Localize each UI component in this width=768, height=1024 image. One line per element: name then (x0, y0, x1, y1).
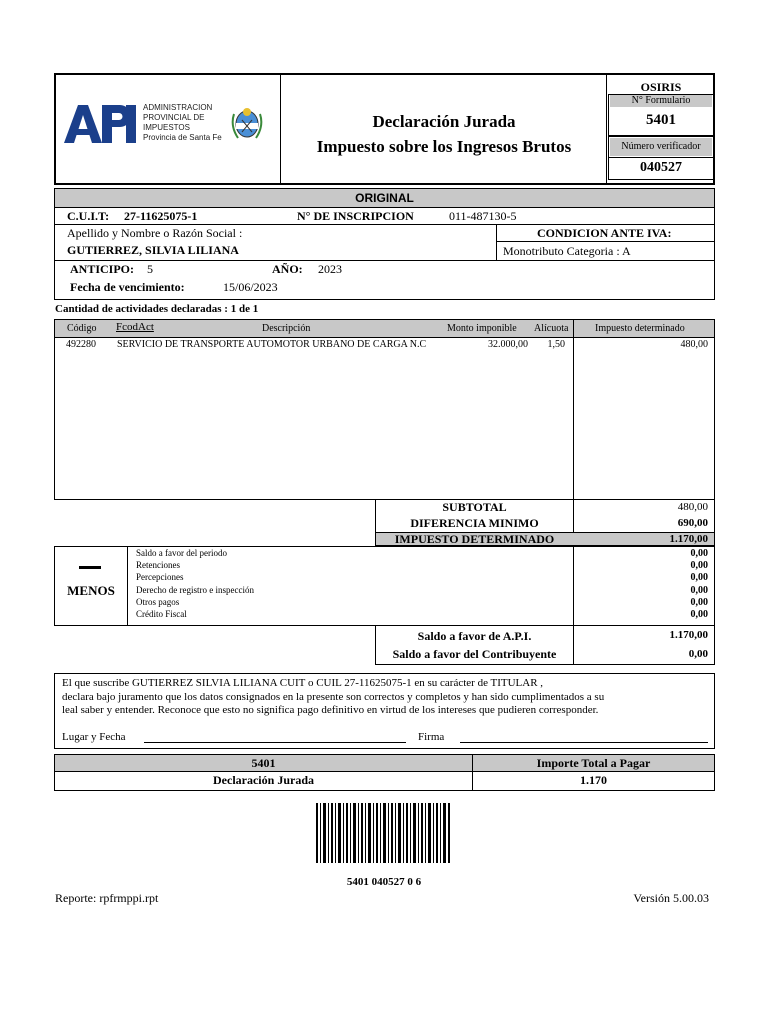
contrib-balance-label: Saldo a favor del Contribuyente (392, 647, 557, 661)
iva-value: Monotributo Categoria : A (503, 244, 631, 258)
deduction-label: Crédito Fiscal (136, 609, 187, 619)
name-label: Apellido y Nombre o Razón Social : (67, 226, 243, 240)
cuit-label: C.U.I.T: (67, 209, 110, 223)
api-balance-value: 1.170,00 (669, 629, 708, 641)
deduction-value: 0,00 (690, 572, 708, 583)
form-number-label: N° Formulario (610, 95, 712, 107)
signature-label: Firma (418, 731, 445, 743)
year-label: AÑO: (272, 262, 303, 276)
deduction-value: 0,00 (690, 585, 708, 596)
org-name (143, 103, 222, 143)
row-taxable: 32.000,00 (488, 339, 528, 350)
col-tax: Impuesto determinado (595, 323, 685, 334)
inscription-label: N° DE INSCRIPCION (297, 209, 414, 223)
footer-total: 1.170 (580, 773, 607, 787)
declaration-line-3: leal saber y entender. Reconoce que esto no significa pago definitivo en virtud de los intereses que pudieren corresponder. (62, 704, 599, 716)
anticipo-label: ANTICIPO: (70, 262, 135, 276)
verifier-label: Número verificador (610, 138, 712, 156)
col-code: Código (67, 323, 97, 334)
barcode (316, 803, 450, 863)
contrib-balance-value: 0,00 (688, 648, 708, 660)
form-subtitle: Impuesto sobre los Ingresos Brutos (316, 137, 572, 156)
minus-icon (79, 566, 101, 569)
signature-line (460, 742, 708, 743)
footer-form: 5401 (251, 756, 276, 770)
api-logo (62, 99, 140, 147)
org-line-4: Provincia de Santa Fe (143, 133, 222, 142)
api-balance-label: Saldo a favor de A.P.I. (417, 629, 532, 643)
subtotal-label: SUBTOTAL (442, 500, 507, 514)
iva-label: CONDICION ANTE IVA: (537, 226, 672, 240)
verifier-number: 040527 (640, 160, 682, 175)
col-taxable: Monto imponible (447, 323, 517, 334)
deduction-label: Percepciones (136, 572, 184, 582)
deduction-value: 0,00 (690, 597, 708, 608)
system-name: OSIRIS (640, 80, 682, 94)
col-fcodact: FcodAct (116, 321, 154, 333)
year-value: 2023 (318, 262, 342, 276)
minus-label: MENOS (67, 583, 115, 598)
anticipo-value: 5 (147, 262, 153, 276)
deduction-label: Retenciones (136, 560, 180, 570)
due-date: 15/06/2023 (223, 280, 278, 294)
footer-type: Declaración Jurada (213, 773, 314, 787)
taxpayer-name: GUTIERREZ, SILVIA LILIANA (67, 243, 239, 257)
declaration-line-2: declara bajo juramento que los datos consignados en la presente son correctos y completos y han sido cumplimentados a su (62, 691, 605, 703)
deduction-label: Derecho de registro e inspección (136, 585, 254, 595)
deduction-value: 0,00 (690, 560, 708, 571)
determined-value: 1.170,00 (669, 533, 708, 545)
inscription-value: 011-487130-5 (449, 209, 517, 223)
deduction-value: 0,00 (690, 609, 708, 620)
activities-count: Cantidad de actividades declaradas : 1 de 1 (55, 303, 259, 315)
form-title: Declaración Jurada (372, 112, 516, 131)
barcode-text: 5401 040527 0 6 (346, 876, 422, 888)
org-line-1: ADMINISTRACION (143, 103, 213, 112)
footer-total-label: Importe Total a Pagar (536, 756, 651, 770)
col-rate: Alícuota (534, 323, 569, 334)
row-tax: 480,00 (680, 339, 708, 350)
declaration-line-1: El que suscribe GUTIERREZ SILVIA LILIANA CUIT o CUIL 27-11625075-1 en su carácter de TITULAR , (62, 677, 544, 689)
row-description: SERVICIO DE TRANSPORTE AUTOMOTOR URBANO DE CARGA N.C (117, 339, 427, 350)
due-label: Fecha de vencimiento: (70, 280, 185, 294)
place-date-line (144, 742, 406, 743)
copy-label: ORIGINAL (55, 189, 714, 207)
row-code: 492280 (66, 339, 96, 350)
min-diff-label: DIFERENCIA MINIMO (410, 516, 539, 530)
deduction-value: 0,00 (690, 548, 708, 559)
form-number: 5401 (646, 112, 676, 128)
min-diff-value: 690,00 (677, 517, 708, 529)
report-name: Reporte: rpfrmppi.rpt (55, 891, 159, 905)
version-label: Versión 5.00.03 (633, 891, 709, 905)
deduction-label: Saldo a favor del periodo (136, 548, 227, 558)
provincial-seal-icon (228, 104, 266, 144)
determined-label: IMPUESTO DETERMINADO (394, 532, 555, 546)
cuit-value: 27-11625075-1 (124, 209, 198, 223)
org-line-2: PROVINCIAL DE (143, 113, 205, 122)
place-date-label: Lugar y Fecha (62, 731, 126, 743)
org-line-3: IMPUESTOS (143, 123, 190, 132)
col-description: Descripción (262, 323, 311, 334)
deduction-label: Otros pagos (136, 597, 180, 607)
subtotal-value: 480,00 (677, 501, 708, 513)
row-rate: 1,50 (547, 339, 565, 350)
